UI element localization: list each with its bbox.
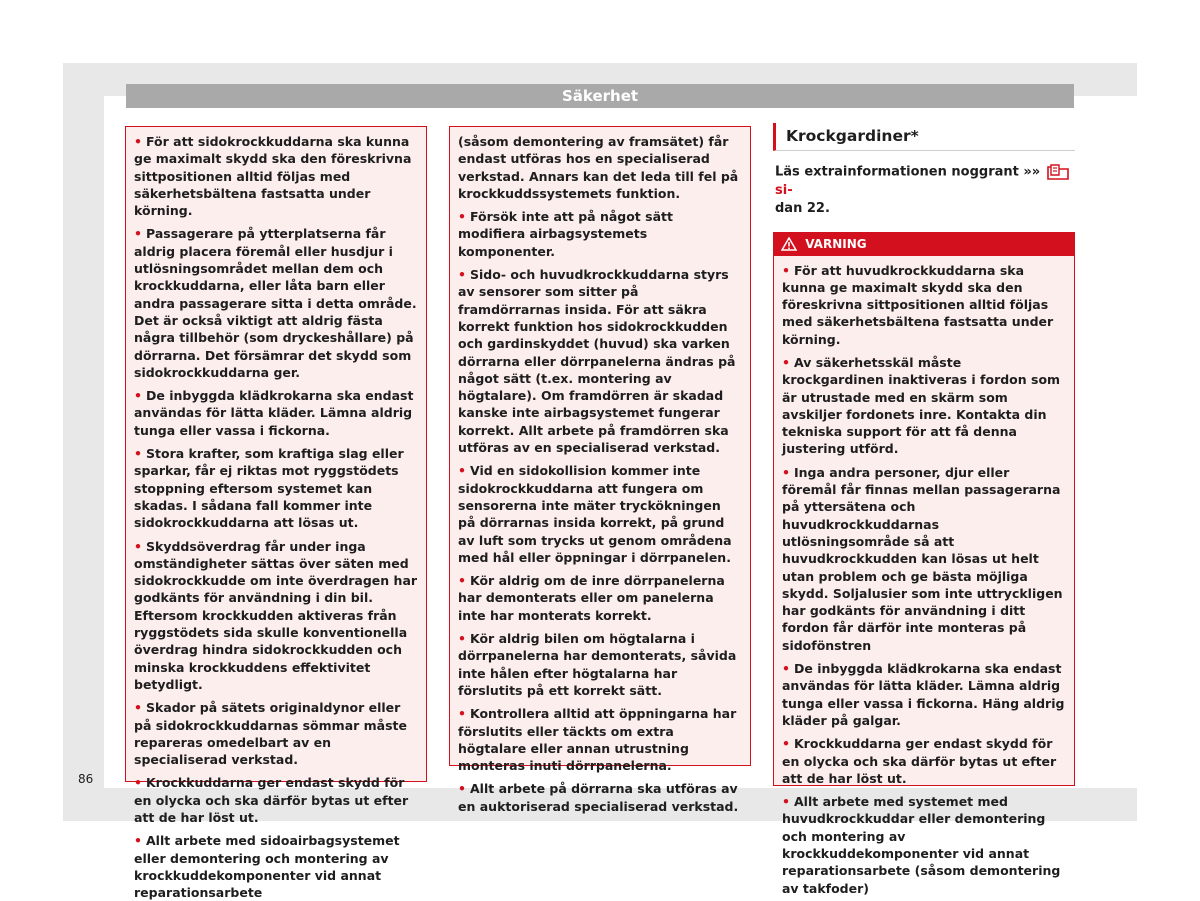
warning-item (782, 464, 1066, 654)
col1-item-text: Passagerare på ytterplatserna får aldrig placera föremål eller husdjur i utlösningsområdet mellan dem och krockkuddarna, eller låta barn eller andra passagerare sitta i detta område. Det är också viktigt att aldrig fästa några tillbehör (som dryckeshållare) på dörrarna. Det försämrar det skydd som sidokrockkuddarna ger. (134, 226, 417, 380)
intro-text: Läs extrainformationen noggrant (775, 164, 1019, 180)
page-reference[interactable]: si- (775, 182, 793, 198)
bullet: • (458, 631, 466, 647)
bullet: • (458, 781, 466, 797)
col2-item-text: Kör aldrig om de inre dörrpanelerna har demonterats eller om panelerna inte har monterats korrekt. (458, 573, 725, 623)
col2-item (458, 630, 742, 699)
bullet: • (782, 661, 790, 677)
col2-item (458, 705, 742, 774)
warning-item-text: Inga andra personer, djur eller föremål får finnas mellan passagerarna på yttersätena och huvudkrockkuddarnas utlösningsområde så att huvudkrockkudden kan lösas ut helt utan problem och ge bästa möjliga skydd. Soljalusier som inte uttryckligen har godkänts för användning i ditt fordon får därför inte monteras på sidofönstren (782, 464, 1063, 653)
col2-item-text: Vid en sidokollision kommer inte sidokrockkuddarna att fungera om sensorerna inte mäter tryckökningen på dörrarnas insida korrekt, på grund av luft som trycks ut genom områdena med hål eller öppningar i dörrpanelen. (458, 463, 732, 565)
warning-header (773, 232, 1075, 256)
col1-item-text: Skador på sätets originaldynor eller på sidokrockkuddarnas sömmar måste repareras omedelbart av en specialiserad verkstad. (134, 700, 407, 768)
col2-item (458, 780, 742, 815)
intro-arrows: »» (1023, 164, 1041, 180)
bullet: • (782, 794, 790, 810)
intro-paragraph (775, 163, 1075, 218)
bullet: • (134, 134, 142, 149)
col1-item (134, 832, 418, 901)
book-icon (1045, 165, 1071, 180)
col1-item (134, 225, 418, 381)
bullet: • (782, 262, 790, 278)
bullet: • (134, 538, 142, 554)
warning-item-text: Av säkerhetsskäl måste krockgardinen inaktiveras i fordon som är utrustade med en skärm som avskiljer fordonets inre. Kontakta din tekniska support för att få denna justering utförd. (782, 354, 1061, 457)
col1-item (134, 387, 418, 439)
col1-item (134, 699, 418, 768)
warning-box (773, 256, 1075, 896)
col1-item-text: Krockkuddarna ger endast skydd för en olycka och ska därför bytas ut efter att de har löst ut. (134, 775, 409, 825)
col1-item-text: Skyddsöverdrag får under inga omständigheter sättas över säten med sidokrockkudde om inte överdragen har godkänts för användning i din bil. Eftersom krockkudden aktiveras från ryggstödets sida skulle konventionella överdrag hindra sidokrockkudden och minska krockkuddens effektivitet betydligt. (134, 538, 418, 692)
section-title: Krockgardiner* (773, 123, 1075, 151)
warning-item-text: Krockkuddarna ger endast skydd för en olycka och ska därför bytas ut efter att de har löst ut. (782, 736, 1057, 786)
continuation-text: (såsom demontering av framsätet) får endast utföras hos en specialiserad verkstad. Annars kan det leda till fel på krockkuddssystemets funktion. (458, 134, 739, 201)
bullet: • (134, 700, 142, 716)
bullet: • (458, 463, 466, 479)
bullet: • (134, 833, 142, 849)
col2-item-text: Försök inte att på något sätt modifiera airbagsystemets komponenter. (458, 209, 673, 259)
warning-item (782, 793, 1066, 897)
warning-item (782, 354, 1066, 458)
warning-column-1 (125, 126, 427, 901)
warning-column-2 (449, 126, 751, 814)
col2-item-text: Allt arbete på dörrarna ska utföras av en auktoriserad specialiserad verkstad. (458, 781, 739, 814)
col2-item (458, 572, 742, 624)
col1-item-text: De inbyggda klädkrokarna ska endast användas för lätta kläder. Lämna aldrig tunga eller vassa i fickorna. (134, 388, 414, 438)
warning-label: VARNING (805, 236, 867, 251)
col1-item-text: Allt arbete med sidoairbagsystemet eller demontering och montering av krockkuddekomponenter vid annat reparationsarbete (134, 833, 400, 901)
bullet: • (134, 775, 142, 791)
col2-item-text: Kör aldrig bilen om högtalarna i dörrpanelerna har demonterats, såvida inte hålen efter högtalarna har förslutits på ett korrekt sätt. (458, 631, 737, 698)
bullet: • (458, 209, 466, 225)
col2-item-text: Sido- och huvudkrockkuddarna styrs av sensorer som sitter på framdörrarnas insida. För att säkra korrekt funktion hos sidokrockkudden och gardinskyddet (huvud) ska varken dörrarna eller dörrpanelerna ändras på något sätt (t.ex. montering av högtalare). Om framdörren är skadad kanske inte airbagsystemet fungerar korrekt. Allt arbete på framdörren ska utföras av en specialiserad verkstad. (458, 267, 736, 456)
col2-item (458, 462, 742, 566)
bullet: • (782, 464, 790, 480)
bullet: • (782, 736, 790, 752)
bullet: • (458, 573, 466, 589)
bullet: • (134, 226, 142, 242)
bullet: • (134, 388, 142, 404)
bullet: • (134, 446, 142, 462)
col1-item (134, 774, 418, 826)
bullet: • (458, 267, 466, 283)
warning-triangle-icon (781, 237, 801, 251)
warning-item (782, 660, 1066, 729)
bullet: • (458, 706, 466, 722)
col2-item (458, 208, 742, 260)
page-number: 86 (78, 772, 94, 786)
bullet: • (782, 354, 790, 370)
warning-item (782, 262, 1066, 348)
warning-item-text: De inbyggda klädkrokarna ska endast användas för lätta kläder. Lämna aldrig tunga eller vassa i fickorna. Häng aldrig kläder på galgar. (782, 661, 1065, 728)
warning-item (782, 735, 1066, 787)
right-column (773, 123, 1075, 896)
warning-item-text: Allt arbete med systemet med huvudkrockkuddar eller demontering och montering av krockkuddekomponenter vid annat reparationsarbete (såsom demontering av takfoder) (782, 794, 1061, 896)
col2-item-text: Kontrollera alltid att öppningarna har förslutits eller täckts om extra högtalare eller annan utrustning monteras inuti dörrpanelerna. (458, 706, 737, 774)
col1-item-text: Stora krafter, som kraftiga slag eller sparkar, får ej riktas mot ryggstödets stoppning eftersom systemet kan skadas. I sådana fall kommer inte sidokrockkuddarna att lösas ut. (134, 446, 404, 531)
intro-end: dan 22. (775, 200, 830, 216)
col2-item (458, 266, 742, 456)
col1-item-text: För att sidokrockkuddarna ska kunna ge maximalt skydd ska den föreskrivna sittpositionen alltid följas med säkerhetsbältena fastsatta under körning. (134, 134, 412, 219)
section-header: Säkerhet (126, 84, 1074, 108)
warning-item-text: För att huvudkrockkuddarna ska kunna ge maximalt skydd ska den föreskrivna sittpositionen alltid följas med säkerhetsbältena fastsatta under körning. (782, 262, 1054, 347)
col1-item (134, 445, 418, 531)
col1-item (134, 538, 418, 694)
col1-item (134, 133, 418, 219)
